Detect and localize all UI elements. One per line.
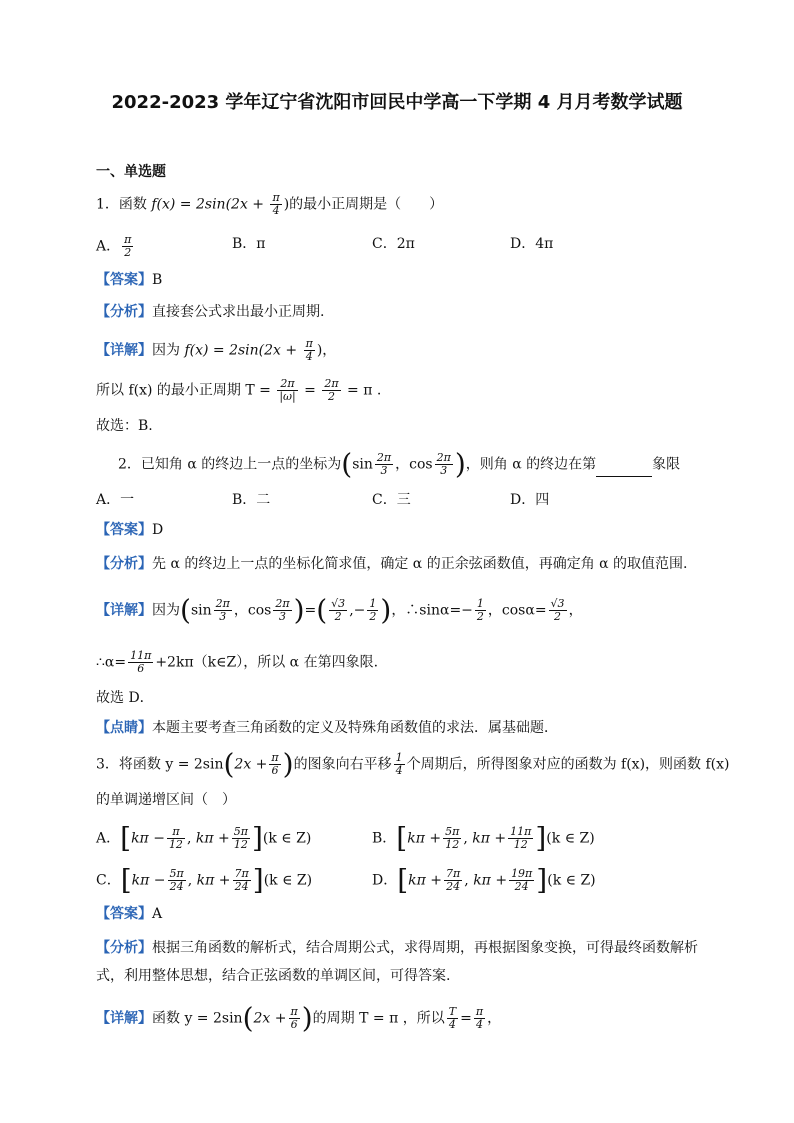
q2-option-d: D．四 (510, 492, 550, 508)
q3-analysis: 【分析】根据三角函数的解析式，结合周期公式，求得周期，再根据图象变换，可得最终函数解析 (96, 940, 698, 956)
q3-option-d: D．[kπ + $\frac{7\pi}{24}$ , kπ + $\frac{19\pi}{24}$ ](k ∈ Z) (372, 863, 596, 897)
q2-detail-line2: ∴α= $\frac{11\pi}{6}$ +2kπ（k∈Z），所以 α 在第四象限. (96, 649, 379, 675)
q3-option-b: B．[kπ + $\frac{5\pi}{12}$ , kπ + $\frac{11\pi}{12}$ ](k ∈ Z) (372, 821, 595, 855)
q2-answer: 【答案】D (96, 522, 164, 538)
q1-analysis: 【分析】直接套公式求出最小正周期. (96, 304, 325, 320)
q1-choose: 故选：B. (96, 418, 153, 434)
q2-choose: 故选 D． (96, 690, 154, 706)
q2-option-b: B．二 (232, 492, 271, 508)
question-1-stem: 1．函数 f(x) = 2sin(2x + $\frac{\pi}{4}$ )的最小正周期是（ ） (96, 191, 444, 217)
q1-option-d: D．4π (510, 236, 554, 252)
section-heading: 一、单选题 (96, 164, 166, 180)
fill-blank (596, 462, 652, 477)
q3-option-c: C．[kπ − $\frac{5\pi}{24}$ , kπ + $\frac{7\pi}{24}$ ](k ∈ Z) (96, 863, 313, 897)
q2-comment: 【点睛】本题主要考查三角函数的定义及特殊角函数值的求法．属基础题． (96, 720, 558, 736)
page-title: 2022-2023 学年辽宁省沈阳市回民中学高一下学期 4 月月考数学试题 (111, 92, 683, 113)
question-2-stem: 2．已知角 α 的终边上一点的坐标为(sin $\frac{2\pi}{3}$ ，cos $\frac{2\pi}{3}$ )，则角 α 的终边在第 象限 (118, 447, 681, 481)
q1-detail-line2: 所以 f(x) 的最小正周期 T = $\frac{2\pi}{|\omega|}$ = $\frac{2\pi}{2}$ = π . (96, 377, 382, 403)
q1-detail: 【详解】因为 f(x) = 2sin(2x + $\frac{\pi}{4}$ )， (96, 337, 337, 363)
q1-option-c: C．2π (372, 236, 415, 252)
question-3-stem-line2: 的单调递增区间（ ） (96, 792, 236, 808)
q3-analysis-line2: 式，利用整体思想，结合正弦函数的单调区间，可得答案. (96, 968, 451, 984)
question-3-stem: 3．将函数 y = 2sin(2x + $\frac{\pi}{6}$ )的图象向右平移 $\frac{1}{4}$ 个周期后，所得图象对应的函数为 f(x)，则函数 f(x) (96, 747, 730, 781)
q3-detail: 【详解】函数 y = 2sin(2x + $\frac{\pi}{6}$ )的周期 T = π ，所以 $\frac{T}{4}$ = $\frac{\pi}{4}$ ， (96, 1001, 502, 1035)
q1-option-b: B．π (232, 236, 266, 252)
q1-option-a: A． $\frac{\pi}{2}$ (96, 233, 132, 259)
q3-answer: 【答案】A (96, 906, 163, 922)
q2-option-a: A．一 (96, 492, 135, 508)
q2-detail: 【详解】因为(sin $\frac{2\pi}{3}$ ，cos $\frac{2\pi}{3}$ )=( $\frac{√3}{2}$ ,− $\frac{1}{2}$ )，∴sinα=− $\frac{1}{2}$ ，cosα= $\frac{√3}{2}$ ， (96, 593, 583, 627)
q2-analysis: 【分析】先 α 的终边上一点的坐标化简求值，确定 α 的正余弦函数值，再确定角 α 的取值范围. (96, 556, 688, 572)
q3-option-a: A．[kπ − $\frac{\pi}{12}$ , kπ + $\frac{5\pi}{12}$ ](k ∈ Z) (96, 821, 312, 855)
q2-option-c: C．三 (372, 492, 411, 508)
q1-answer: 【答案】B (96, 272, 163, 288)
